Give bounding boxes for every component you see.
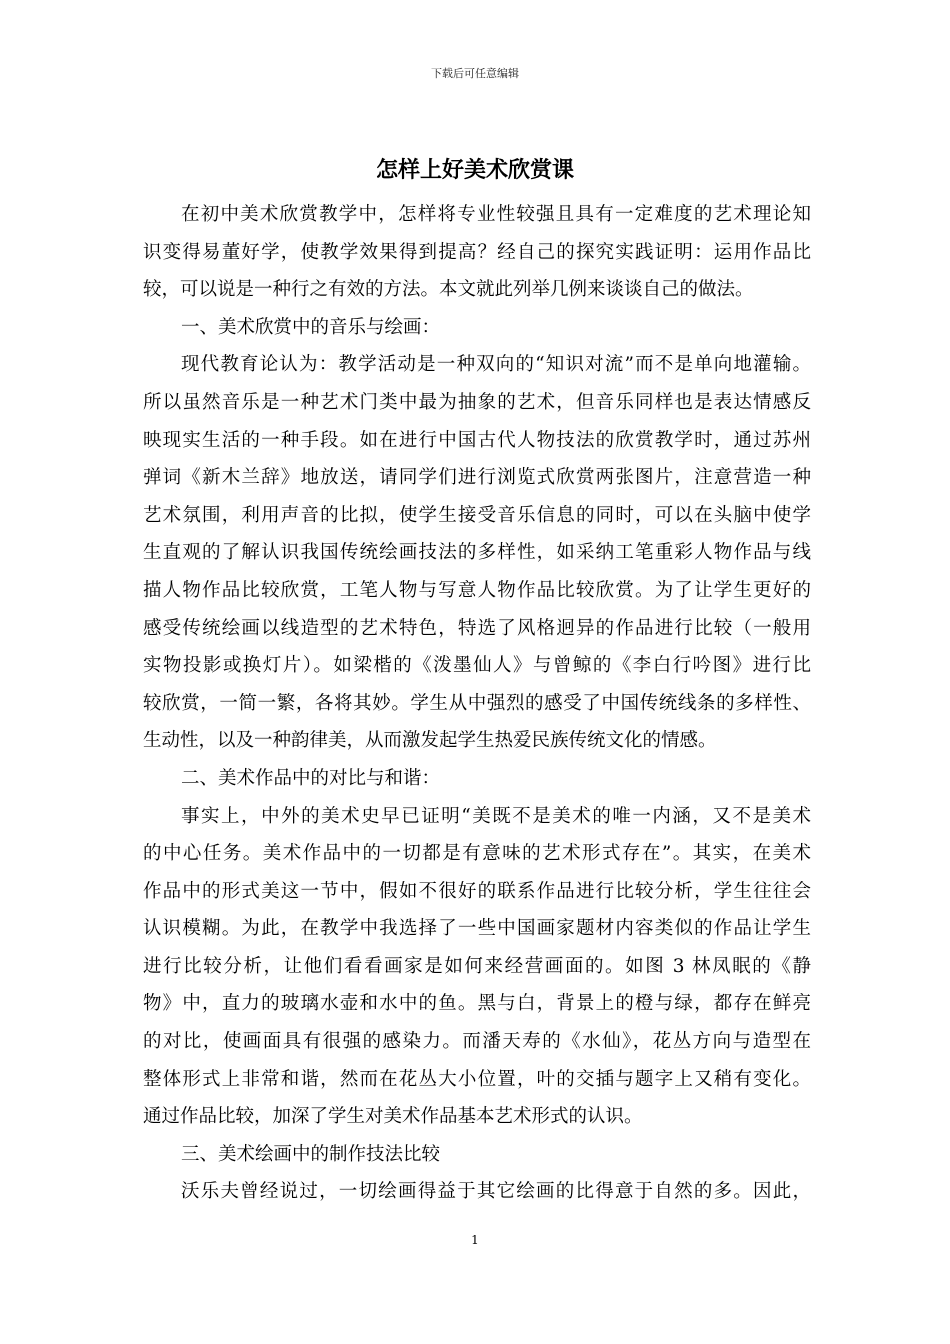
paragraph-3-line-2: 的中心任务。美术作品中的一切都是有意味的艺术形式存在”。其实，在美术	[143, 843, 811, 865]
paragraph-2-line-1: 现代教育论认为：教学活动是一种双向的“知识对流”而不是单向地灌输。	[181, 354, 811, 376]
paragraph-2-line-3: 映现实生活的一种手段。如在进行中国古代人物技法的欣赏教学时，通过苏州	[143, 429, 811, 451]
paragraph-1-line-1: 在初中美术欣赏教学中，怎样将专业性较强且具有一定难度的艺术理论知	[181, 204, 811, 225]
page-number: 1	[471, 1233, 479, 1247]
section-heading-1: 一、美术欣赏中的音乐与绘画：	[181, 316, 441, 338]
paragraph-3-line-9: 通过作品比较，加深了学生对美术作品基本艺术形式的认识。	[143, 1106, 643, 1128]
paragraph-3-line-6: 物》中，直力的玻璃水壶和水中的鱼。黑与白，背景上的橙与绿，都存在鲜亮	[143, 993, 811, 1015]
paragraph-1-line-3: 较，可以说是一种行之有效的方法。本文就此列举几例来谈谈自己的做法。	[143, 279, 754, 301]
paragraph-3-line-5: 进行比较分析，让他们看看画家是如何来经营画面的。如图 3 林凤眠的《静	[143, 955, 811, 977]
paragraph-2-line-5: 艺术氛围，利用声音的比拟，使学生接受音乐信息的同时，可以在头脑中使学	[143, 504, 811, 526]
paragraph-3-line-4: 认识模糊。为此，在教学中我选择了一些中国画家题材内容类似的作品让学生	[143, 918, 811, 940]
document-title: 怎样上好美术欣赏课	[375, 158, 574, 183]
body-text	[143, 196, 811, 1211]
paragraph-2-line-7: 描人物作品比较欣赏，工笔人物与写意人物作品比较欣赏。为了让学生更好的	[143, 579, 811, 601]
paragraph-2-line-10: 较欣赏，一简一繁，各将其妙。学生从中强烈的感受了中国传统线条的多样性、	[143, 692, 811, 714]
page-header: 下载后可任意编辑	[431, 67, 519, 80]
paragraph-3-line-1: 事实上，中外的美术史早已证明“美既不是美术的唯一内涵，又不是美术	[181, 805, 811, 827]
paragraph-2-line-11: 生动性，以及一种韵律美，从而激发起学生热爱民族传统文化的情感。	[143, 730, 717, 752]
paragraph-2-line-2: 所以虽然音乐是一种艺术门类中最为抽象的艺术，但音乐同样也是表达情感反	[143, 391, 811, 413]
paragraph-2-line-6: 生直观的了解认识我国传统绘画技法的多样性，如采纳工笔重彩人物作品与线	[143, 542, 811, 564]
paragraph-1-line-2: 识变得易董好学，使教学效果得到提高？经自己的探究实践证明：运用作品比	[143, 241, 811, 263]
paragraph-3-line-3: 作品中的形式美这一节中，假如不很好的联系作品进行比较分析，学生往往会	[143, 880, 811, 902]
paragraph-2-line-9: 实物投影或换灯片）。如梁楷的《泼墨仙人》与曾鲸的《李白行吟图》进行比	[143, 655, 811, 677]
paragraph-3-line-8: 整体形式上非常和谐，然而在花丛大小位置，叶的交插与题字上又稍有变化。	[143, 1068, 811, 1090]
paragraph-2-line-8: 感受传统绘画以线造型的艺术特色，特选了风格迥异的作品进行比较（一般用	[143, 617, 811, 639]
paragraph-2-line-4: 弹词《新木兰辞》地放送，请同学们进行浏览式欣赏两张图片，注意营造一种	[143, 467, 811, 489]
section-heading-2: 二、美术作品中的对比与和谐：	[181, 767, 441, 789]
section-heading-3: 三、美术绘画中的制作技法比较	[181, 1143, 441, 1165]
paragraph-3-line-7: 的对比，使画面具有很强的感染力。而潘天寿的《水仙》，花丛方向与造型在	[143, 1031, 811, 1053]
paragraph-4-line-1: 沃乐夫曾经说过，一切绘画得益于其它绘画的比得意于自然的多。因此，	[181, 1181, 811, 1203]
